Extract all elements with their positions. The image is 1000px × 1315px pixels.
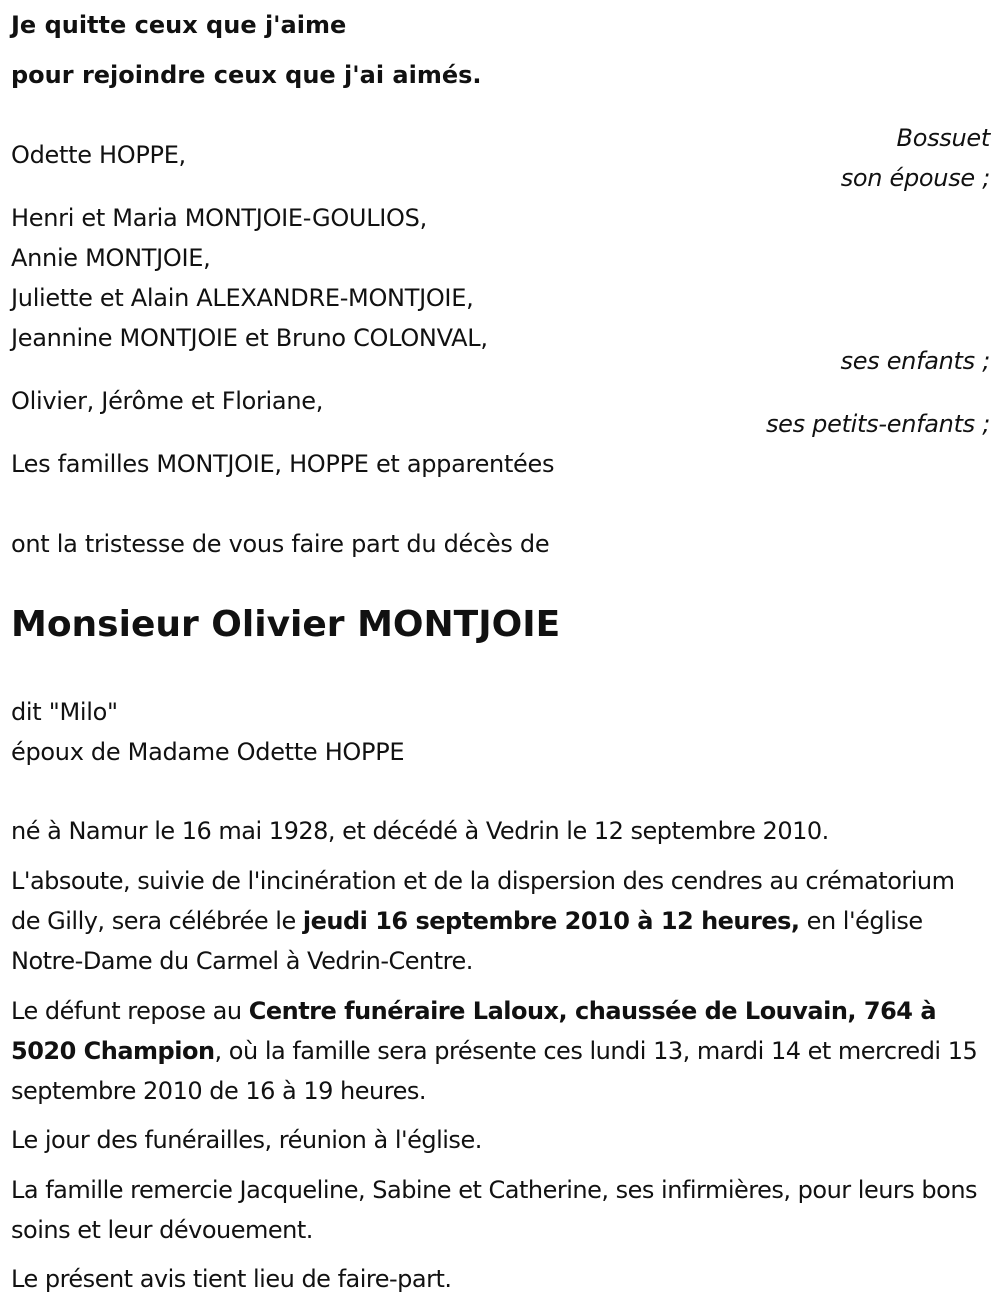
repose-text: Le défunt repose au — [11, 997, 249, 1025]
grandchildren-role: ses petits-enfants ; — [765, 410, 990, 438]
closing-note: Le présent avis tient lieu de faire-part. — [11, 1265, 452, 1293]
spouse-name: Odette HOPPE, — [11, 141, 186, 169]
spouse-role: son épouse ; — [840, 164, 990, 192]
birth-death-info: né à Namur le 16 mai 1928, et décédé à Vedrin le 12 septembre 2010. — [11, 817, 829, 845]
ceremony-text: L'absoute, suivie de l'incinération et de la dispersion des cendres au crématorium de Gilly, sera célébrée le — [11, 867, 955, 935]
funeral-home-address: Centre funéraire Laloux, chaussée de Louvain, 764 à 5020 Champion — [11, 997, 937, 1065]
funeral-day-info: Le jour des funérailles, réunion à l'église. — [11, 1126, 482, 1154]
deceased-name: Monsieur Olivier MONTJOIE — [11, 604, 561, 645]
ceremony-datetime: jeudi 16 septembre 2010 à 12 heures, — [302, 907, 800, 935]
epigraph-line-1: Je quitte ceux que j'aime — [11, 11, 347, 39]
child-entry: Henri et Maria MONTJOIE-GOULIOS, — [11, 204, 427, 232]
repose-info — [11, 991, 986, 1111]
children-role: ses enfants ; — [840, 347, 990, 375]
child-entry: Annie MONTJOIE, — [11, 244, 211, 272]
spouse-location: Bossuet — [896, 124, 990, 152]
thanks-text: La famille remercie Jacqueline, Sabine et Catherine, ses infirmières, pour leurs bons soins et leur dévouement. — [11, 1176, 978, 1244]
child-entry: Jeannine MONTJOIE et Bruno COLONVAL, — [11, 324, 488, 352]
extended-families: Les familles MONTJOIE, HOPPE et apparentées — [11, 450, 555, 478]
grandchildren-names: Olivier, Jérôme et Floriane, — [11, 387, 324, 415]
child-entry: Juliette et Alain ALEXANDRE-MONTJOIE, — [11, 284, 474, 312]
ceremony-info — [11, 861, 986, 981]
deceased-spouse: époux de Madame Odette HOPPE — [11, 738, 405, 766]
ceremony-location: en l'église Notre-Dame du Carmel à Vedrin-Centre. — [11, 907, 923, 975]
visiting-hours: , où la famille sera présente ces lundi 13, mardi 14 et mercredi 15 septembre 2010 de 16 à 19 heures. — [11, 1037, 978, 1105]
epigraph-line-2: pour rejoindre ceux que j'ai aimés. — [11, 61, 482, 89]
announcement-text: ont la tristesse de vous faire part du décès de — [11, 530, 550, 558]
deceased-nickname: dit "Milo" — [11, 698, 118, 726]
